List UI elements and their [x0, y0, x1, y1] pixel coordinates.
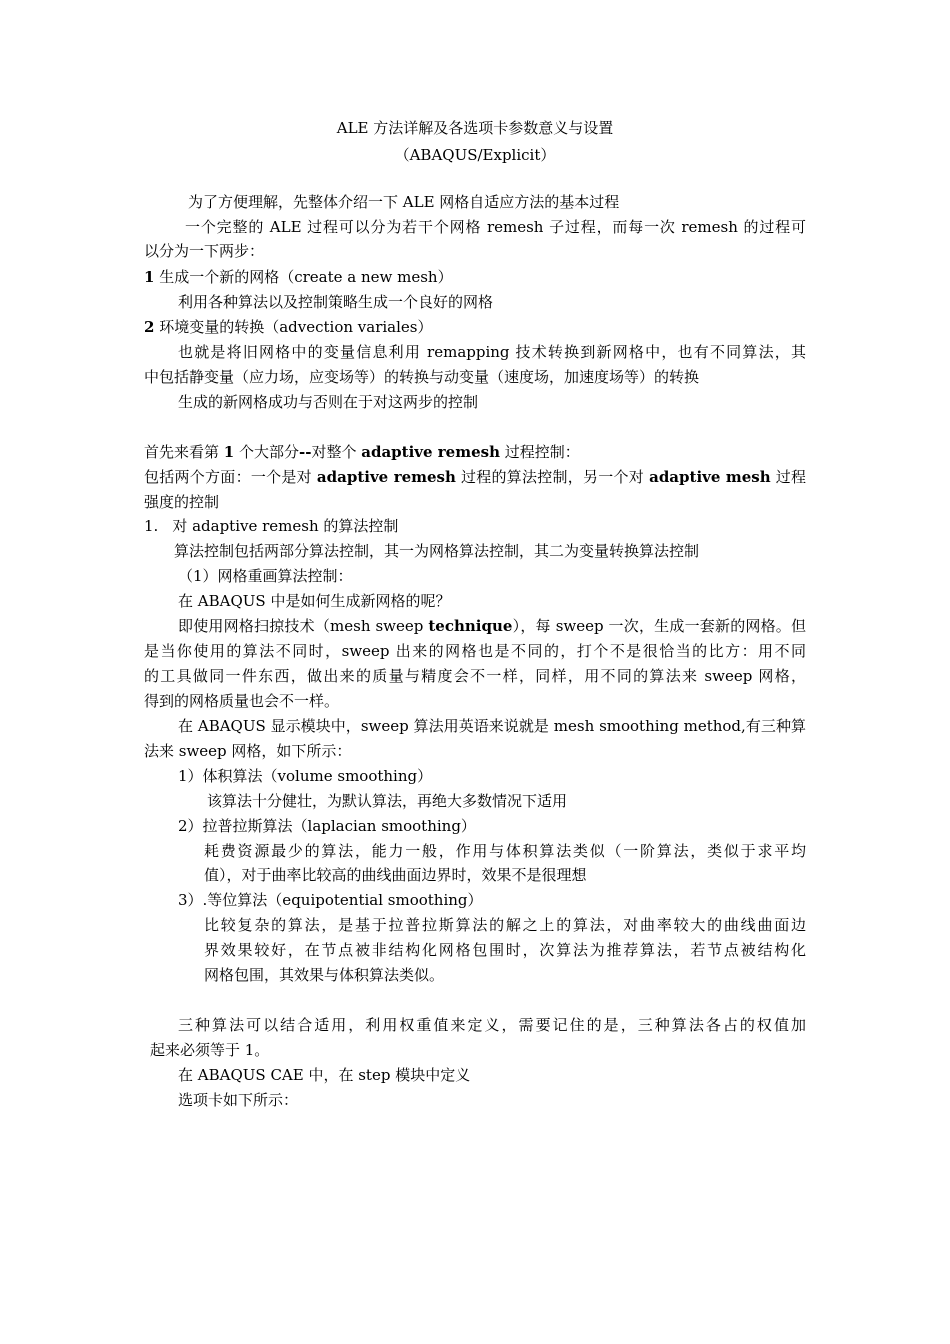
closing-line-3: 在 ABAQUS CAE 中，在 step 模块中定义: [178, 1066, 471, 1084]
method-2-desc-1: 耗费资源最少的算法，能力一般，作用与体积算法类似（一阶算法，类似于求平均: [204, 842, 806, 860]
section-1-question: 在 ABAQUS 中是如何生成新网格的呢？: [178, 592, 451, 610]
method-3-desc-3: 网格包围，其效果与体积算法类似。: [204, 966, 445, 984]
closing-line-2: 起来必须等于 1。: [150, 1041, 270, 1059]
closing-line-1: 三种算法可以结合适用，利用权重值来定义，需要记住的是，三种算法各占的权值加: [178, 1016, 806, 1034]
intro-line-3: 以分为一下两步：: [144, 242, 265, 260]
method-3-desc-2: 界效果较好，在节点被非结构化网格包围时，次算法为推荐算法，若节点被结构化: [204, 941, 806, 959]
method-2-label: 2）拉普拉斯算法（laplacian smoothing）: [178, 817, 476, 835]
section-1-para-5: 在 ABAQUS 显示模块中，sweep 算法用英语来说就是 mesh smoothing method,有三种算: [178, 717, 806, 735]
part-1-text-a: 首先来看第: [144, 443, 224, 461]
step-2-number: 2: [144, 318, 155, 336]
part-1-line-2-keyword-2: adaptive mesh: [649, 468, 771, 486]
section-1-para-6: 法来 sweep 网格，如下所示：: [144, 742, 352, 760]
section-1-desc: 算法控制包括两部分算法控制，其一为网格算法控制，其二为变量转换算法控制: [174, 542, 700, 560]
doc-title: ALE 方法详解及各选项卡参数意义与设置: [336, 119, 614, 137]
step-2-desc-1: 也就是将旧网格中的变量信息利用 remapping 技术转换到新网格中，也有不同算法，其: [178, 343, 806, 361]
step-2-desc-3: 生成的新网格成功与否则在于对这两步的控制: [178, 393, 479, 411]
section-1-sub-1: （1）网格重画算法控制：: [178, 567, 353, 585]
step-1-number: 1: [144, 268, 155, 286]
intro-line-2: 一个完整的 ALE 过程可以分为若干个网格 remesh 子过程，而每一次 remesh 的过程可: [185, 218, 806, 236]
part-1-number: 1: [223, 443, 235, 461]
part-1-text-g: 过程控制：: [499, 443, 580, 461]
section-1-heading: [144, 516, 398, 536]
intro-line-1: 为了方便理解，先整体介绍一下 ALE 网格自适应方法的基本过程: [188, 193, 620, 211]
step-1-title: 生成一个新的网格（create a new mesh）: [154, 268, 453, 286]
part-1-keyword: adaptive remesh: [361, 443, 500, 461]
doc-subtitle: （ABAQUS/Explicit）: [394, 146, 556, 164]
section-1-para-4: 得到的网格质量也会不一样。: [144, 692, 340, 710]
step-2-heading: [144, 317, 433, 337]
method-3-desc-1: 比较复杂的算法，是基于拉普拉斯算法的解之上的算法，对曲率较大的曲线曲面边: [204, 916, 806, 934]
part-1-text-e: 对整个: [311, 443, 362, 461]
part-1-line-3: 强度的控制: [144, 493, 220, 511]
closing-line-4: 选项卡如下所示：: [178, 1091, 299, 1109]
step-2-title: 环境变量的转换（advection variales）: [154, 318, 433, 336]
para-1-text-c: ），每 sweep 一次，生成一套新的网格。但: [512, 617, 807, 635]
part-1-dash: --: [299, 443, 312, 461]
method-3-label: 3）.等位算法（equipotential smoothing）: [178, 891, 483, 909]
method-2-desc-2: 值），对于曲率比较高的曲线曲面边界时，效果不是很理想: [204, 866, 587, 884]
part-1-line-2-keyword-1: adaptive remesh: [316, 468, 456, 486]
step-1-desc: 利用各种算法以及控制策略生成一个良好的网格: [178, 293, 494, 311]
part-1-line-2-a: 包括两个方面：一个是对: [144, 468, 317, 486]
part-1-text-c: 个大部分: [234, 443, 299, 461]
method-1-desc-1: 该算法十分健壮，为默认算法，再绝大多数情况下适用: [207, 792, 568, 810]
part-1-line-2-e: 过程: [775, 468, 806, 486]
section-1-para-2: 是当你使用的算法不同时，sweep 出来的网格也是不同的，打个不是很恰当的比方：用不同: [144, 642, 806, 660]
section-1-para-3: 的工具做同一件东西，做出来的质量与精度会不一样，同样，用不同的算法来 sweep 网格，: [144, 667, 806, 685]
para-1-text-a: 即使用网格扫掠技术（mesh sweep: [178, 617, 429, 635]
para-1-keyword: technique: [428, 617, 513, 635]
section-1-title: 对 adaptive remesh 的算法控制: [172, 517, 399, 535]
part-1-line-2-c: 过程的算法控制，另一个对: [460, 468, 650, 486]
part-1-line-1: [144, 442, 580, 462]
part-1-line-2: [144, 467, 806, 487]
step-2-desc-2: 中包括静变量（应力场，应变场等）的转换与动变量（速度场，加速度场等）的转换: [144, 368, 700, 386]
method-1-label: 1）体积算法（volume smoothing）: [178, 767, 433, 785]
section-1-para-1: [178, 616, 806, 636]
section-1-number: 1.: [144, 517, 159, 535]
step-1-heading: [144, 267, 453, 287]
